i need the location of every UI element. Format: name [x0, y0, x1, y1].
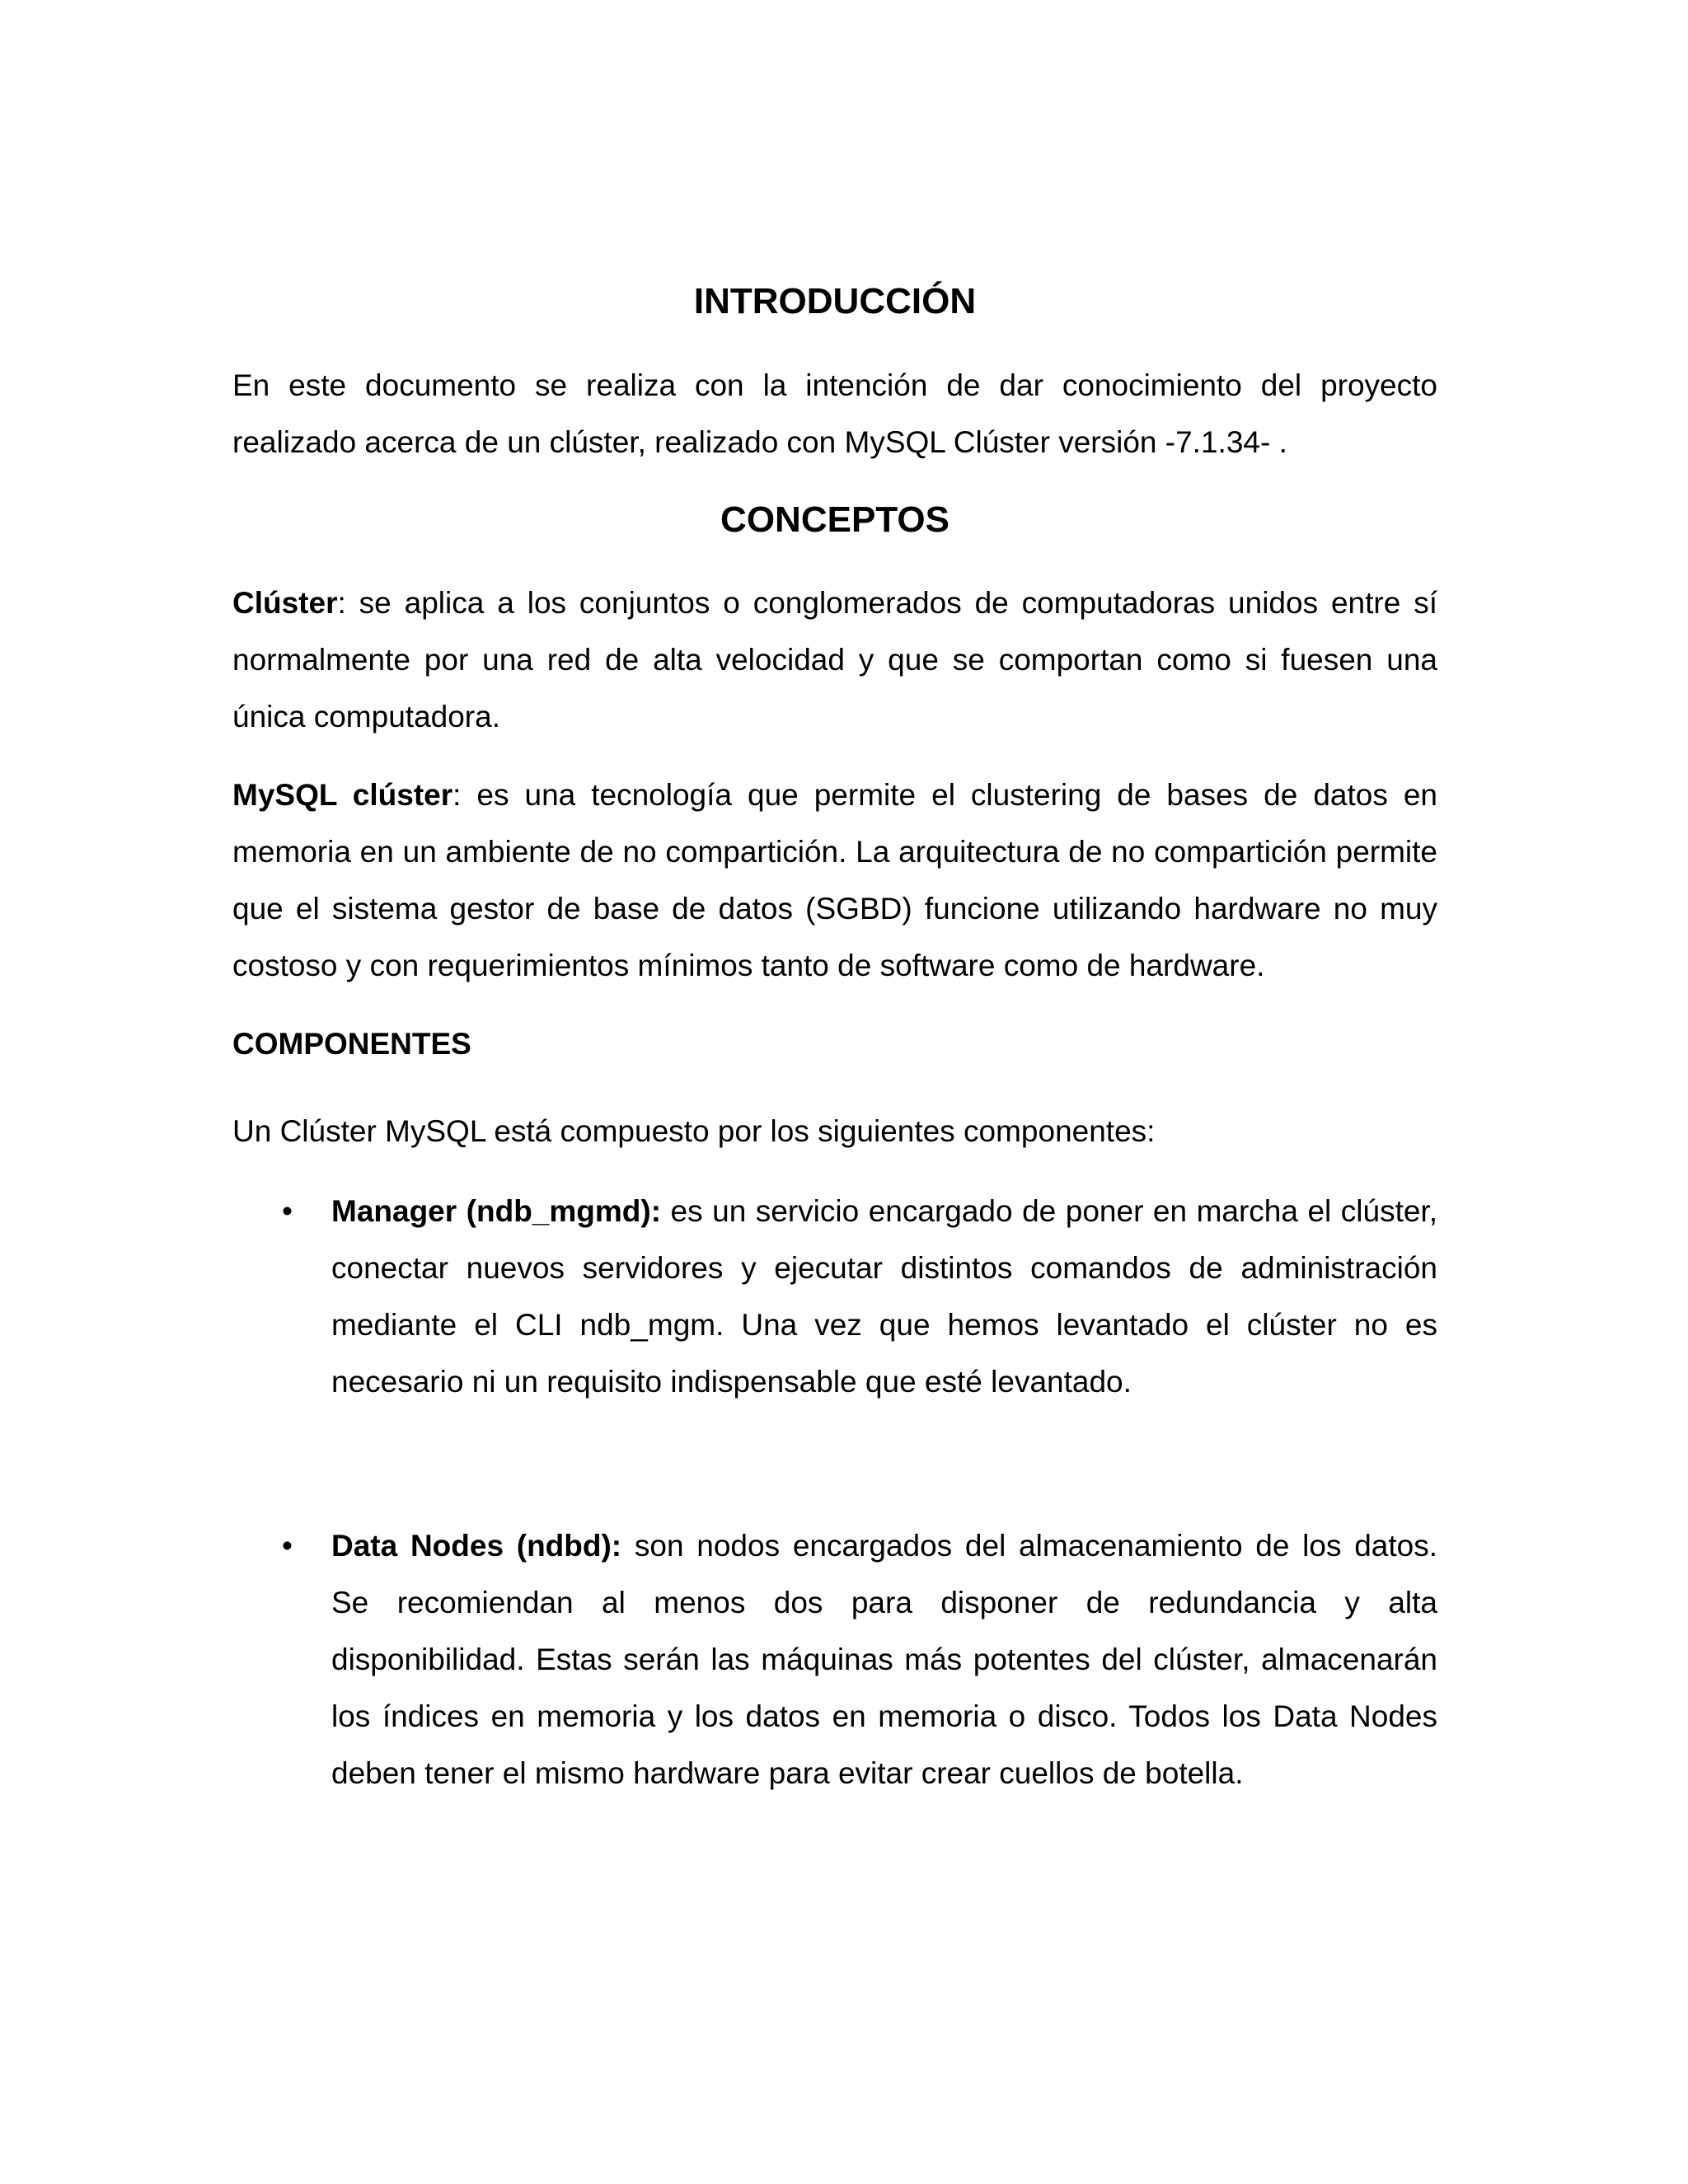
document-page	[232, 264, 1437, 1802]
concept-term: Clúster	[232, 586, 338, 620]
bullet-icon: •	[282, 1194, 293, 1228]
concept-definition: : es una tecnología que permite el clustering de bases de datos en memoria en un ambiente de no compartición. La arquitectura de no compartición permite que el sistema gestor de base de datos (SGBD) funcione utilizando hardware no muy costoso y con requerimientos mínimos tanto de software como de hardware.	[232, 778, 1438, 982]
components-intro: Un Clúster MySQL está compuesto por los siguientes componentes:	[232, 1114, 1156, 1148]
concept-term: MySQL clúster	[232, 778, 453, 812]
list-item	[232, 1517, 1437, 1802]
component-term: Data Nodes (ndbd):	[331, 1529, 622, 1563]
component-data-nodes	[331, 1517, 1437, 1802]
component-term: Manager (ndb_mgmd):	[331, 1194, 662, 1228]
intro-paragraph: En este documento se realiza con la intención de dar conocimiento del proyecto realizado acerca de un clúster, realizado con MySQL Clúster versión -7.1.34- .	[232, 368, 1437, 459]
concept-cluster	[232, 574, 1437, 745]
component-description: son nodos encargados del almacenamiento de los datos. Se recomiendan al menos dos para disponer de redundancia y alta disponibilidad. Estas serán las máquinas más potentes del clúster, almacenarán los índices en memoria y los datos en memoria o disco. Todos los Data Nodes deben tener el mismo hardware para evitar crear cuellos de botella.	[331, 1529, 1437, 1790]
components-heading: COMPONENTES	[232, 1027, 471, 1061]
component-description: es un servicio encargado de poner en marcha el clúster, conectar nuevos servidores y ejecutar distintos comandos de administración mediante el CLI ndb_mgm. Una vez que hemos levantado el clúster no es necesario ni un requisito indispensable que esté levantado.	[331, 1194, 1437, 1399]
bullet-icon: •	[282, 1529, 293, 1563]
component-manager	[331, 1183, 1437, 1410]
concepts-heading: CONCEPTOS	[720, 499, 950, 540]
concept-definition: : se aplica a los conjuntos o conglomerados de computadoras unidos entre sí normalmente por una red de alta velocidad y que se comportan como si fuesen una única computadora.	[232, 586, 1437, 733]
components-list	[232, 1183, 1437, 1802]
concept-mysql-cluster	[232, 766, 1437, 994]
list-item	[232, 1183, 1437, 1410]
intro-heading: INTRODUCCIÓN	[693, 281, 977, 321]
